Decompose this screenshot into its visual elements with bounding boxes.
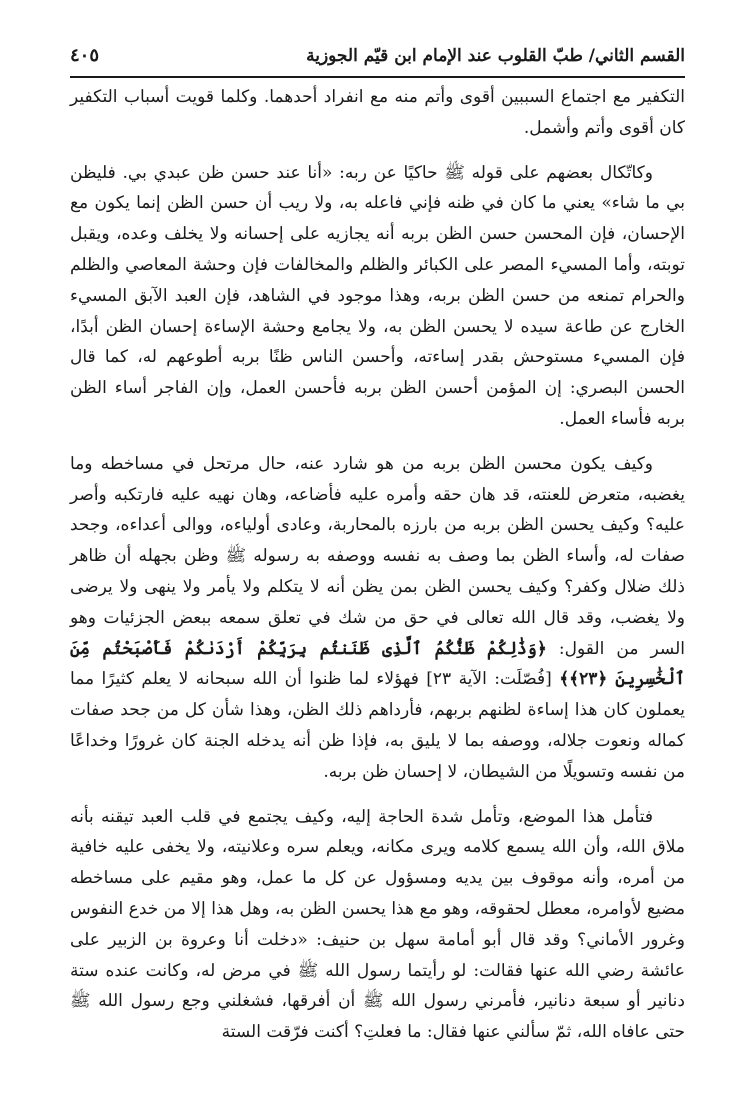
header-title: القسم الثاني/ طبّ القلوب عند الإمام ابن قيّم الجوزية <box>306 46 685 66</box>
paragraph-2: وكاتّكال بعضهم على قوله ﷺ حاكيًا عن ربه: «أنا عند حسن ظن عبدي بي. فليظن بي ما شاء» يعني ما كان في ظنه فإني فاعله به، ولا ريب أن حسن الظن إنما يكون مع الإحسان، فإن المحسن حسن الظن بربه أنه يجازيه على إحسانه ولا يخلف وعده، ويقبل توبته، وأما المسيء المصر على الكبائر والظلم والمخالفات فإن وحشة المعاصي والظلم والحرام تمنعه من حسن الظن بربه، وهذا موجود في الشاهد، فإن العبد الآبق المسيء الخارج عن طاعة سيده لا يحسن الظن به، ولا يجامع وحشة الإساءة إحسان الظن أبدًا، فإن المسيء مستوحش بقدر إساءته، وأحسن الناس ظنًا بربه أطوعهم له، كما قال الحسن البصري: إن المؤمن أحسن الظن بربه فأحسن العمل، وإن الفاجر أساء الظن بربه فأساء العمل. <box>70 162 685 429</box>
paragraph-4: فتأمل هذا الموضع، وتأمل شدة الحاجة إليه، وكيف يجتمع في قلب العبد تيقنه بأنه ملاق الله، وأن الله يسمع كلامه ويرى مكانه، ويعلم سره وعلانيته، ولا يخفى عليه خافية من أمره، وأنه موقوف بين يديه ومسؤول عن كل ما عمل، وهو مقيم على مساخطه مضيع لأوامره، معطل لحقوقه، وهو مع هذا يحسن الظن به، وهل هذا إلا من خدع النفوس وغرور الأماني؟ وقد قال أبو أمامة سهل بن حنيف: «دخلت أنا وعروة بن الزبير على عائشة رضي الله عنها فقالت: لو رأيتما رسول الله ﷺ في مرض له، وكانت عنده ستة دنانير أو سبعة دنانير، فأمرني رسول الله ﷺ أن أفرقها، فشغلني وجع رسول الله ﷺ حتى عافاه الله، ثمّ سألني عنها فقال: ما فعلتِ؟ أكنت فرّقت الستة <box>70 806 685 1043</box>
running-header <box>70 34 685 74</box>
paragraph-1: التكفير مع اجتماع السببين أقوى وأتم منه مع انفراد أحدهما. وكلما قويت أسباب التكفير كان أقوى وأتم وأشمل. <box>70 87 685 138</box>
paragraph-3-text-after: [فُصّلَت: الآية ٢٣] فهؤلاء لما ظنوا أن الله سبحانه لا يعلم كثيرًا مما يعملون كان هذا إساءة لظنهم بربهم، فأرداهم ذلك الظن، وهذا شأن كل من جحد صفات كماله ونعوت جلاله، ووصفه بما لا يليق به، فإذا ظن أنه يدخله الجنة كان غرورًا وخداعًا من نفسه وتسويلًا من الشيطان، لا إحسان ظن بربه. <box>70 669 685 782</box>
paragraph-3 <box>70 449 685 788</box>
page-number: ٤٠٥ <box>70 45 100 66</box>
paragraph-3-text-before: وكيف يكون محسن الظن بربه من هو شارد عنه، حال مرتحل في مساخطه وما يغضبه، متعرض للعنته، قد هان حقه وأمره عليه فأضاعه، وهان نهيه عليه فارتكبه وأصر عليه؟ وكيف يحسن الظن بربه من بارزه بالمحاربة، وعادى أولياءه، ووالى أعداءه، وجحد صفات له، وأساء الظن بما وصف به نفسه ووصفه به رسوله ﷺ وظن بجهله أن ظاهر ذلك ضلال وكفر؟ وكيف يحسن الظن بمن يظن أنه لا يتكلم ولا يأمر ولا ينهى ولا يرضى ولا يغضب، وقد قال الله تعالى في حق من شك في تعلق سمعه ببعض الجزئيات وهو السر من القول: <box>70 453 686 659</box>
quran-verse: ﴿وَذَٰلِكُمْ ظَنُّكُمُ ٱلَّذِى ظَنَنتُم بِرَبِّكُمْ أَرْدَىٰكُمْ فَأَصْبَحْتُم مِّنَ ٱلْخَٰسِرِينَ ﴿٢٣﴾﴾ <box>70 638 686 690</box>
header-rule <box>70 76 685 78</box>
page-body <box>70 82 685 1087</box>
